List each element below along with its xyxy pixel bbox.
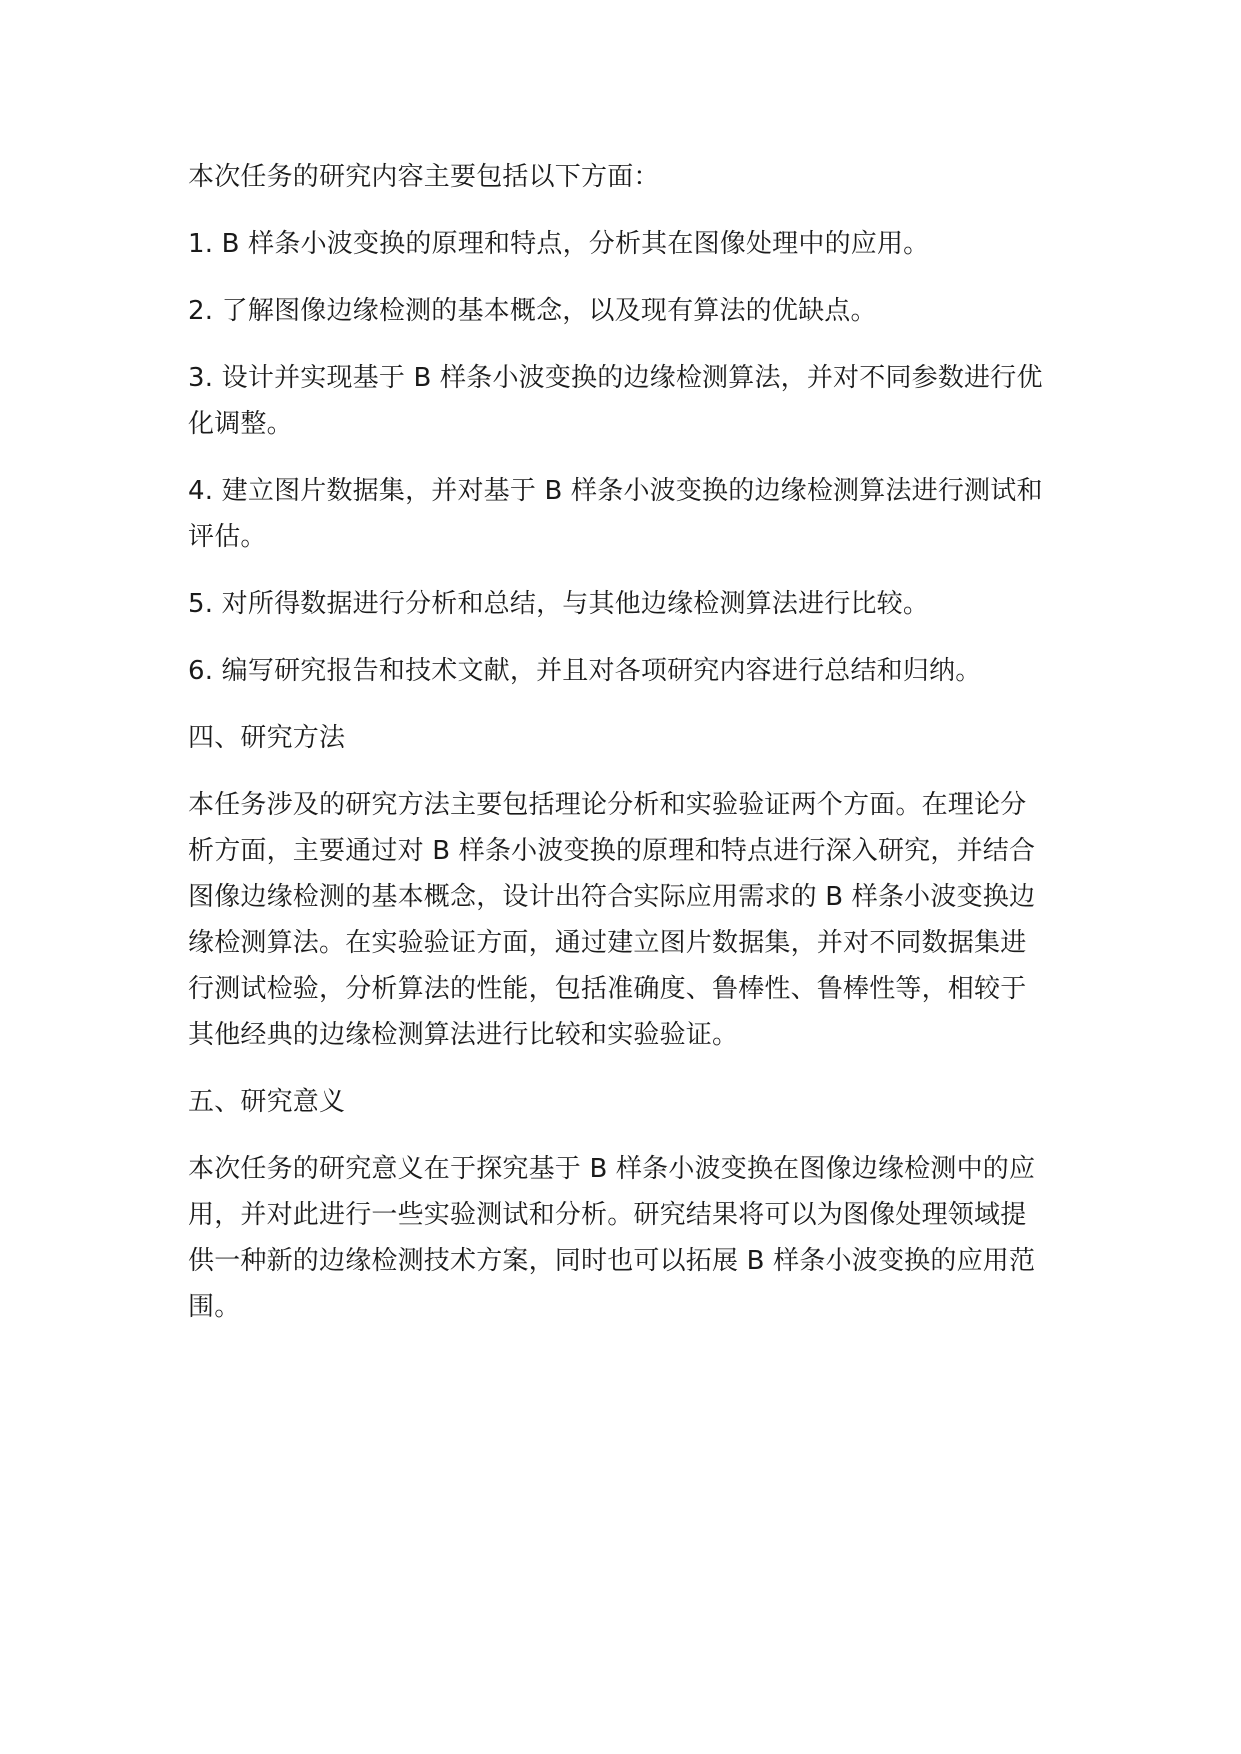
section-heading-methods: 四、研究方法 bbox=[188, 723, 346, 753]
section-body-significance: 本次任务的研究意义在于探究基于 B 样条小波变换在图像边缘检测中的应用，并对此进行一些实验测试和分析。研究结果将可以为图像处理领域提供一种新的边缘检测技术方案，同时也可以拓展 B 样条小波变换的应用范围。 bbox=[188, 1154, 1036, 1322]
list-item-3: 3. 设计并实现基于 B 样条小波变换的边缘检测算法，并对不同参数进行优化调整。 bbox=[188, 363, 1043, 439]
section-heading-significance: 五、研究意义 bbox=[188, 1087, 346, 1117]
document-body bbox=[188, 154, 1046, 1330]
list-item-5: 5. 对所得数据进行分析和总结，与其他边缘检测算法进行比较。 bbox=[188, 589, 930, 619]
list-item-6: 6. 编写研究报告和技术文献，并且对各项研究内容进行总结和归纳。 bbox=[188, 656, 982, 686]
intro-paragraph: 本次任务的研究内容主要包括以下方面： bbox=[188, 162, 660, 192]
list-item-4: 4. 建立图片数据集，并对基于 B 样条小波变换的边缘检测算法进行测试和评估。 bbox=[188, 476, 1043, 552]
section-body-methods: 本任务涉及的研究方法主要包括理论分析和实验验证两个方面。在理论分析方面，主要通过对 B 样条小波变换的原理和特点进行深入研究，并结合图像边缘检测的基本概念，设计出符合实际应用需求的 B 样条小波变换边缘检测算法。在实验验证方面，通过建立图片数据集，并对不同数据集进行测试检验，分析算法的性能，包括准确度、鲁棒性、鲁棒性等，相较于其他经典的边缘检测算法进行比较和实验验证。 bbox=[188, 790, 1036, 1050]
list-item-1: 1. B 样条小波变换的原理和特点，分析其在图像处理中的应用。 bbox=[188, 229, 930, 259]
list-item-2: 2. 了解图像边缘检测的基本概念，以及现有算法的优缺点。 bbox=[188, 296, 877, 326]
